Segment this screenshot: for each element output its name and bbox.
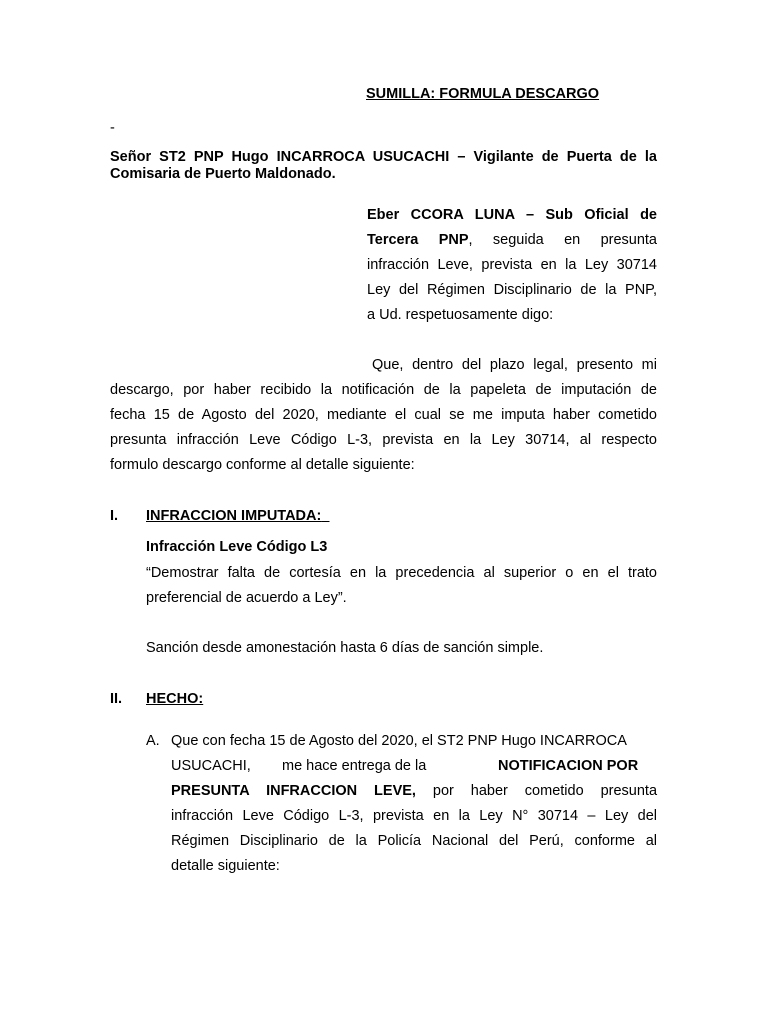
section-1-quote-line-2: preferencial de acuerdo a Ley”. [146,590,347,606]
intro-line-3: fecha 15 de Agosto del 2020, mediante el cual se me imputa haber cometido [110,407,657,423]
item-a-line-5: Régimen Disciplinario de la Policía Nacional del Perú, conforme al [171,833,657,849]
section-1-title-suffix: _ [321,508,330,524]
sender-line-1: Eber CCORA LUNA – Sub Oficial de [367,207,657,223]
intro-line-1: Que, dentro del plazo legal, presento mi [372,357,657,373]
item-a-line-4: infracción Leve Código L-3, prevista en la Ley N° 30714 – Ley del [171,808,657,824]
item-a-line-3-rest: por haber cometido presunta [415,783,658,799]
sender-line-5: a Ud. respetuosamente digo: [367,307,554,323]
item-a-line-3 [171,783,657,799]
addressee-line-2: Comisaria de Puerto Maldonado. [110,166,336,182]
sender-line-2-rest: , seguida en presunta [468,232,657,248]
intro-line-5: formulo descargo conforme al detalle siguiente: [110,457,415,473]
section-1-numeral: I. [110,508,119,524]
sender-line-2 [367,232,657,248]
item-a-infraction-label: PRESUNTA INFRACCION LEVE, [171,783,416,799]
section-1-quote-line-1: “Demostrar falta de cortesía en la precedencia al superior o en el trato [146,565,657,581]
section-2-title: HECHO: [146,691,204,707]
intro-line-4: presunta infracción Leve Código L-3, prevista en la Ley 30714, al respecto [110,432,657,448]
section-2-numeral: II. [110,691,123,707]
item-a-line-2-middle: me hace entrega de la [282,758,427,774]
sender-rank: Tercera PNP [367,232,469,248]
separator-dash: - [110,120,115,136]
item-a-line-6: detalle siguiente: [171,858,280,874]
section-1-title-text: INFRACCION IMPUTADA: [146,508,322,524]
intro-line-2: descargo, por haber recibido la notificación de la papeleta de imputación de [110,382,657,398]
sender-line-4: Ley del Régimen Disciplinario de la PNP, [367,282,657,298]
addressee-line-1: Señor ST2 PNP Hugo INCARROCA USUCACHI – Vigilante de Puerta de la [110,149,657,165]
section-1-subtitle: Infracción Leve Código L3 [146,539,328,555]
document-subject: SUMILLA: FORMULA DESCARGO [366,86,600,102]
item-a-line-2-start: USUCACHI, [171,758,251,774]
item-a-line-1: Que con fecha 15 de Agosto del 2020, el ST2 PNP Hugo INCARROCA [171,733,627,749]
section-1-sanction: Sanción desde amonestación hasta 6 días de sanción simple. [146,640,544,656]
item-a-notification-title: NOTIFICACION POR [498,758,639,774]
sender-line-3: infracción Leve, prevista en la Ley 30714 [367,257,657,273]
section-1-title [146,508,329,524]
item-a-marker: A. [146,733,160,749]
